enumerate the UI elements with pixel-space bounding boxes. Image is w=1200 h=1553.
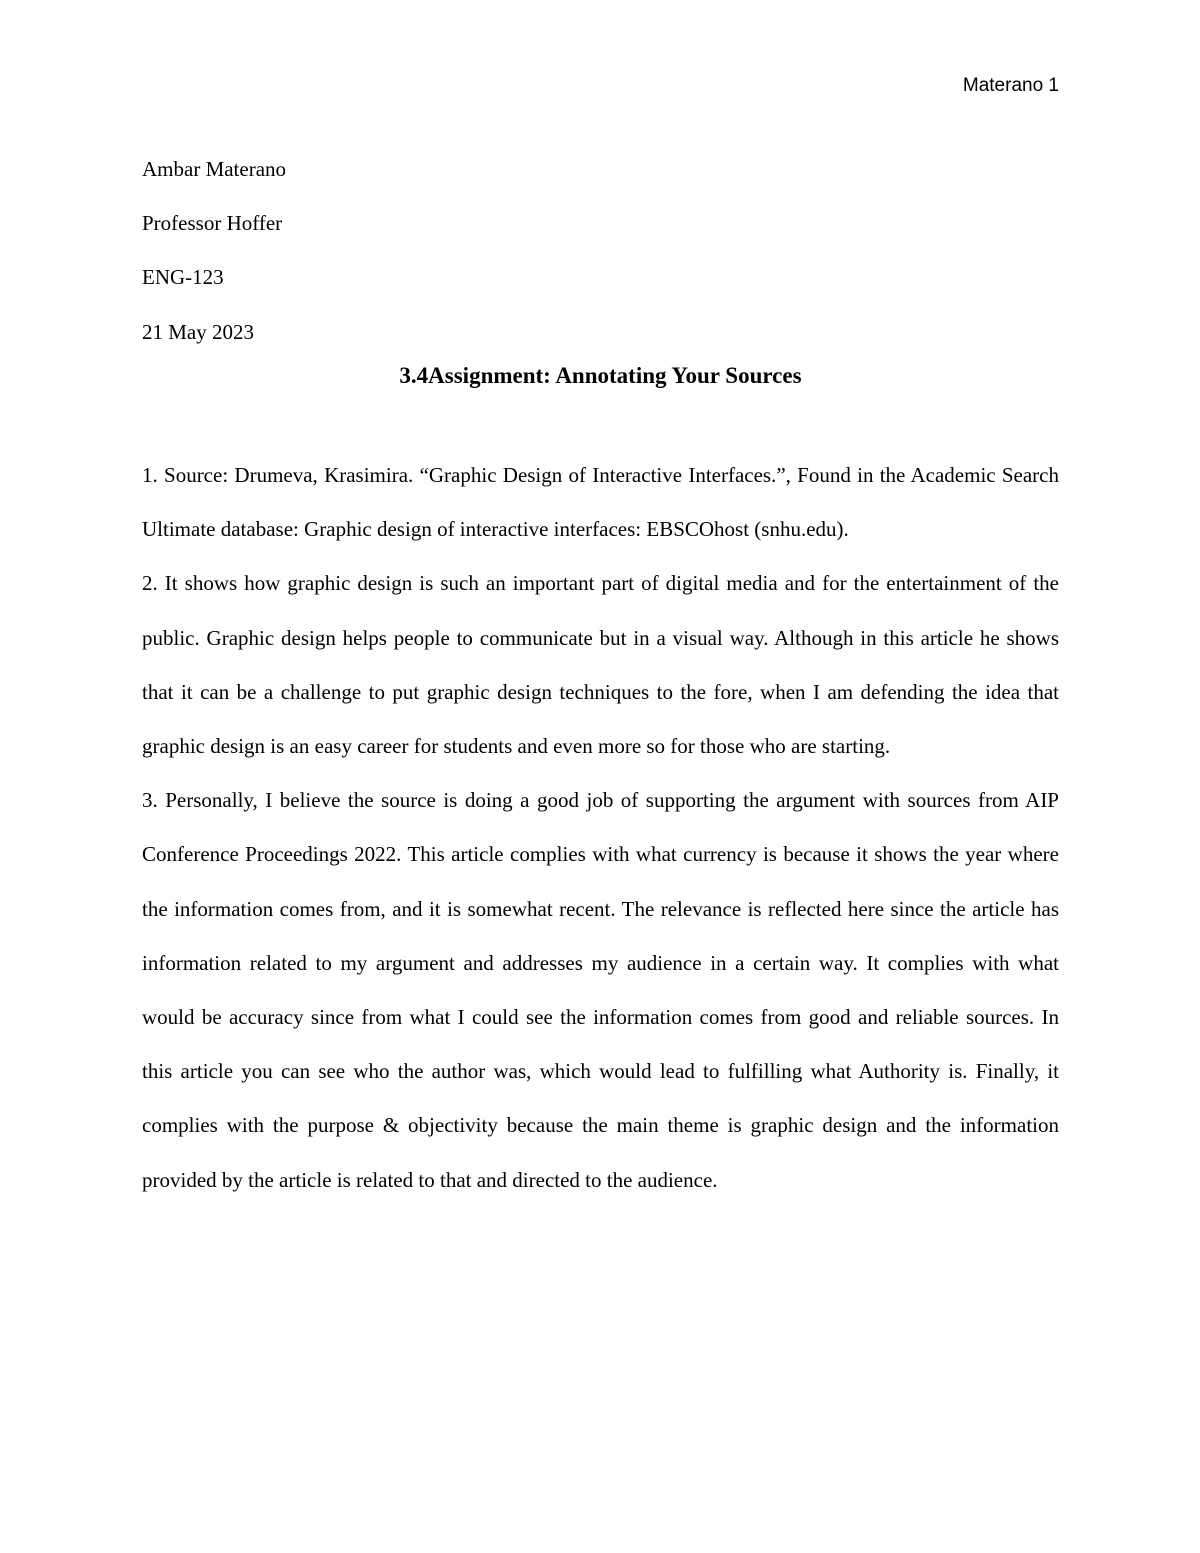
document-title: 3.4Assignment: Annotating Your Sources [399,363,802,388]
paragraph-summary: 2. It shows how graphic design is such an important part of digital media and for the entertainment of the public. Graphic design helps people to communicate but in a visual way. Although in this article he shows that it can be a challenge to put graphic design techniques to the fore, when I am defending the idea that graphic design is an easy career for students and even more so for those who are starting. [142,571,1059,759]
student-name: Ambar Materano [142,157,287,181]
running-header: Materano 1 [962,75,1059,96]
submission-date: 21 May 2023 [142,319,254,344]
professor-name: Professor Hoffer [142,211,283,236]
document-body [142,448,1059,1207]
paragraph-evaluation: 3. Personally, I believe the source is doing a good job of supporting the argument with sources from AIP Conference Proceedings 2022. This article complies with what currency is because it shows the year where the information comes from, and it is somewhat recent. The relevance is reflected here since the article has information related to my argument and addresses my audience in a certain way. It complies with what would be accuracy since from what I could see the information comes from good and reliable sources. In this article you can see who the author was, which would lead to fulfilling what Authority is. Finally, it complies with the purpose & objectivity because the main theme is graphic design and the information provided by the article is related to that and directed to the audience. [142,788,1059,1192]
course-code: ENG-123 [142,265,224,290]
paragraph-source: 1. Source: Drumeva, Krasimira. “Graphic Design of Interactive Interfaces.”, Found in the Academic Search Ultimate database: Graphic design of interactive interfaces: EBSCOhost (snhu.edu). [142,463,1059,542]
mla-heading [142,142,1059,359]
